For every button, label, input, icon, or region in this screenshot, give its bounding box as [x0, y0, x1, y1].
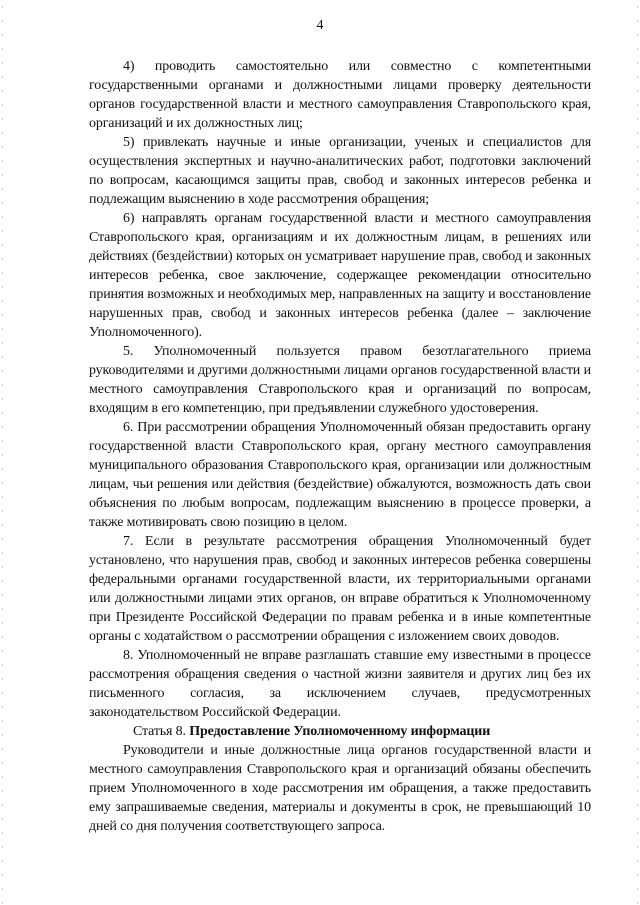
left-scan-edge [1, 0, 4, 905]
article-body: Руководители и иные должностные лица органов государственной власти и местного самоуправления Ставропольского края и организаций обязаны обеспечить прием Уполномоченного в ходе рассмотрения им обращения, а также предоставить ему запрашиваемые сведения, материалы и документы в срок, не превышающий 10 дней со дня получения соответствующего запроса. [89, 743, 591, 834]
paragraph-section-6: 6. При рассмотрении обращения Уполномоченный обязан предоставить органу государственной власти Ставропольского края, органу местного самоуправления муниципального образования Ставропольского края, организации или должностным лицам, чьи решения или действия (бездействие) обжалуются, возможность дать свои объяснения по любым вопросам, подлежащим выяснению в процессе проверки, а также мотивировать свою позицию в целом. [89, 420, 591, 530]
paragraph-section-7: 7. Если в результате рассмотрения обращения Уполномоченный будет установлено, что нарушения прав, свобод и законных интересов ребенка совершены федеральными органами государственной власти, их территориальными органами или должностными лицами этих органов, он вправе обратиться к Уполномоченному при Президенте Российской Федерации по правам ребенка и в иные компетентные органы с ходатайством о рассмотрении обращения с изложением своих доводов. [89, 534, 591, 644]
paragraph-section-8: 8. Уполномоченный не вправе разглашать ставшие ему известными в процессе рассмотрения обращения сведения о частной жизни заявителя и других лиц без их письменного согласия, за исключением случаев, предусмотренных законодательством Российской Федерации. [89, 648, 591, 720]
document-body [89, 57, 591, 836]
paragraph-item-5: 5) привлекать научные и иные организации, ученых и специалистов для осуществления экспертных и научно-аналитических работ, подготовки заключений по вопросам, касающимся защиты прав, свобод и законных интересов ребенка и подлежащим выяснению в ходе рассмотрения обращения; [89, 135, 591, 207]
paragraph-section-5: 5. Уполномоченный пользуется правом безотлагательного приема руководителями и другими должностными лицами органов государственной власти и местного самоуправления Ставропольского края и организаций по вопросам, входящим в его компетенцию, при предъявлении служебного удостоверения. [89, 344, 591, 416]
article-number: Статья 8. [133, 724, 186, 739]
paragraph-item-6: 6) направлять органам государственной власти и местного самоуправления Ставропольского края, организациям и их должностным лицам, в решениях или действиях (бездействии) которых он усматривает нарушение прав, свобод и законных интересов ребенка, свое заключение, содержащее рекомендации относительно принятия возможных и необходимых мер, направленных на защиту и восстановление нарушенных прав, свобод и законных интересов ребенка (далее – заключение Уполномоченного). [89, 211, 591, 340]
page-number: 4 [316, 18, 324, 33]
article-heading [89, 722, 591, 741]
paragraph-item-4: 4) проводить самостоятельно или совместно с компетентными государственными органами и должностными лицами проверку деятельности органов государственной власти и местного самоуправления Ставропольского края, организаций и их должностных лиц; [89, 59, 591, 131]
right-scan-edge [636, 0, 639, 905]
article-title: Предоставление Уполномоченному информации [189, 724, 491, 739]
